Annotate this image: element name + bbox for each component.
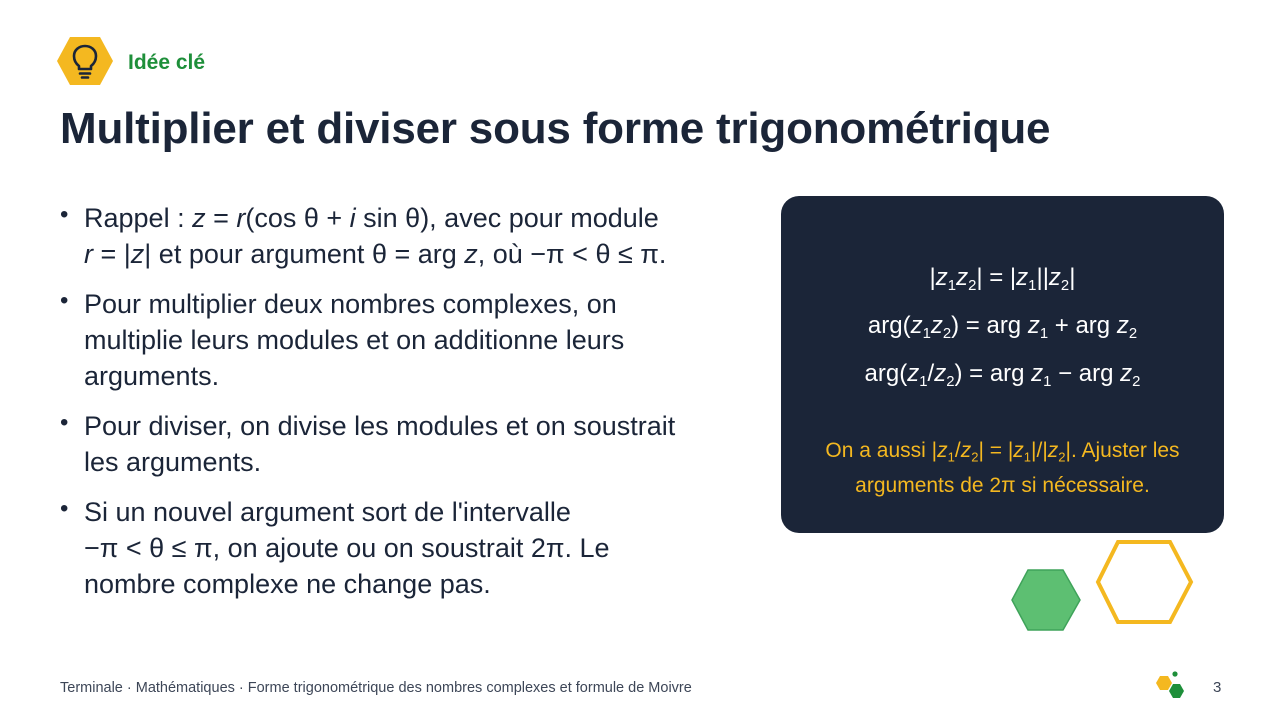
subscript: 2 [968,278,977,295]
text-run: | [1069,264,1076,291]
math-variable: z [935,264,948,291]
math-variable: z [937,439,948,462]
formula-list [781,254,1224,398]
subscript: 2 [946,374,955,391]
page-number: 3 [1213,679,1222,696]
text-run: sin θ), avec pour module [355,203,659,233]
subscript: 2 [1128,326,1138,343]
math-variable: i [349,203,356,233]
bullet-line [84,494,750,530]
yellow-hexagon-outline [1098,542,1191,622]
text-run: |/| [1031,439,1048,462]
subscript: 1 [947,278,957,295]
text-run: , où −π < θ ≤ π. [477,239,667,269]
text-run: ) = arg [951,312,1028,339]
text-run: − arg [1051,360,1121,387]
bullet-line [84,444,750,480]
note-line [781,433,1224,468]
subscript: 1 [919,374,928,391]
bullet-item [60,494,750,602]
bullet-line [84,286,750,322]
text-run: les arguments. [84,447,262,477]
subscript: 2 [971,449,979,465]
subscript: 1 [1023,449,1032,465]
math-variable: z [1013,439,1024,462]
badge-label: Idée clé [128,51,206,74]
text-run: arg( [867,312,911,339]
math-variable: z [1031,360,1044,387]
panel-note [781,433,1224,503]
logo-icon [1155,670,1189,700]
text-run: multiplie leurs modules et on additionne leurs [84,325,625,355]
bullet-item [60,200,750,272]
subscript: 2 [942,326,952,343]
text-run: / [927,360,935,387]
bullet-item [60,286,750,394]
formula-line [781,254,1224,302]
text-run: Si un nouvel argument sort de l'intervalle [84,497,571,527]
subscript: 1 [1039,326,1049,343]
text-run: |. Ajuster les [1065,439,1180,462]
decorative-hexagons [1005,535,1195,635]
math-variable: z [960,439,972,462]
text-run: | = | [976,264,1017,291]
math-variable: z [907,360,920,387]
formula-line [781,302,1224,350]
text-run: Rappel : [84,203,193,233]
text-run: + arg [1048,312,1117,339]
bullet-line [84,322,750,358]
math-variable: z [1016,264,1029,291]
subscript: 1 [1043,374,1052,391]
math-variable: z [930,312,943,339]
math-variable: z [1027,312,1040,339]
bullet-line [84,530,750,566]
math-variable: r [84,239,93,269]
subscript: 1 [1028,278,1037,295]
text-run: On a aussi | [825,439,938,462]
math-variable: z [1048,264,1061,291]
text-run: | et pour argument θ = arg [144,239,465,269]
bullet-item [60,408,750,480]
text-run: | = | [978,439,1014,462]
text-run: / [954,439,961,462]
math-variable: z [464,239,478,269]
text-run: (cos θ + [245,203,350,233]
text-run: nombre complexe ne change pas. [84,569,491,599]
math-variable: z [1116,312,1129,339]
text-run: ) = arg [954,360,1032,387]
text-run: | [929,264,936,291]
bullet-line [84,566,750,602]
math-variable: z [910,312,923,339]
bullet-line [84,200,750,236]
text-run: = | [93,239,131,269]
subscript: 1 [947,449,955,465]
math-variable: z [192,203,206,233]
subscript: 2 [1132,374,1141,391]
formula-panel [781,196,1224,533]
text-run: || [1036,264,1049,291]
text-run: arguments de 2π si nécessaire. [855,474,1150,497]
text-run: arg( [864,360,908,387]
footer-text: Terminale · Mathématiques · Forme trigonométrique des nombres complexes et formule de Moivre [60,680,692,696]
note-line [781,468,1224,503]
text-run: Pour multiplier deux nombres complexes, on [84,289,617,319]
text-run: = [205,203,237,233]
bullet-list [60,200,750,616]
math-variable: z [130,239,145,269]
text-run: −π < θ ≤ π, on ajoute ou on soustrait 2π. Le [84,533,610,563]
text-run: Pour diviser, on divise les modules et on soustrait [84,411,676,441]
bullet-line [84,236,750,272]
math-variable: z [1120,360,1133,387]
math-variable: z [1047,439,1059,462]
math-variable: z [956,264,969,291]
bullet-line [84,408,750,444]
badge-hexagon [56,35,114,87]
formula-line [781,350,1224,398]
math-variable: r [236,203,246,233]
subscript: 2 [1060,278,1070,295]
subscript: 2 [1058,449,1066,465]
math-variable: z [934,360,947,387]
bullet-line [84,358,750,394]
subscript: 1 [922,326,931,343]
text-run: arguments. [84,361,220,391]
page-title: Multiplier et diviser sous forme trigonométrique [60,104,1051,153]
green-hexagon [1012,570,1080,630]
